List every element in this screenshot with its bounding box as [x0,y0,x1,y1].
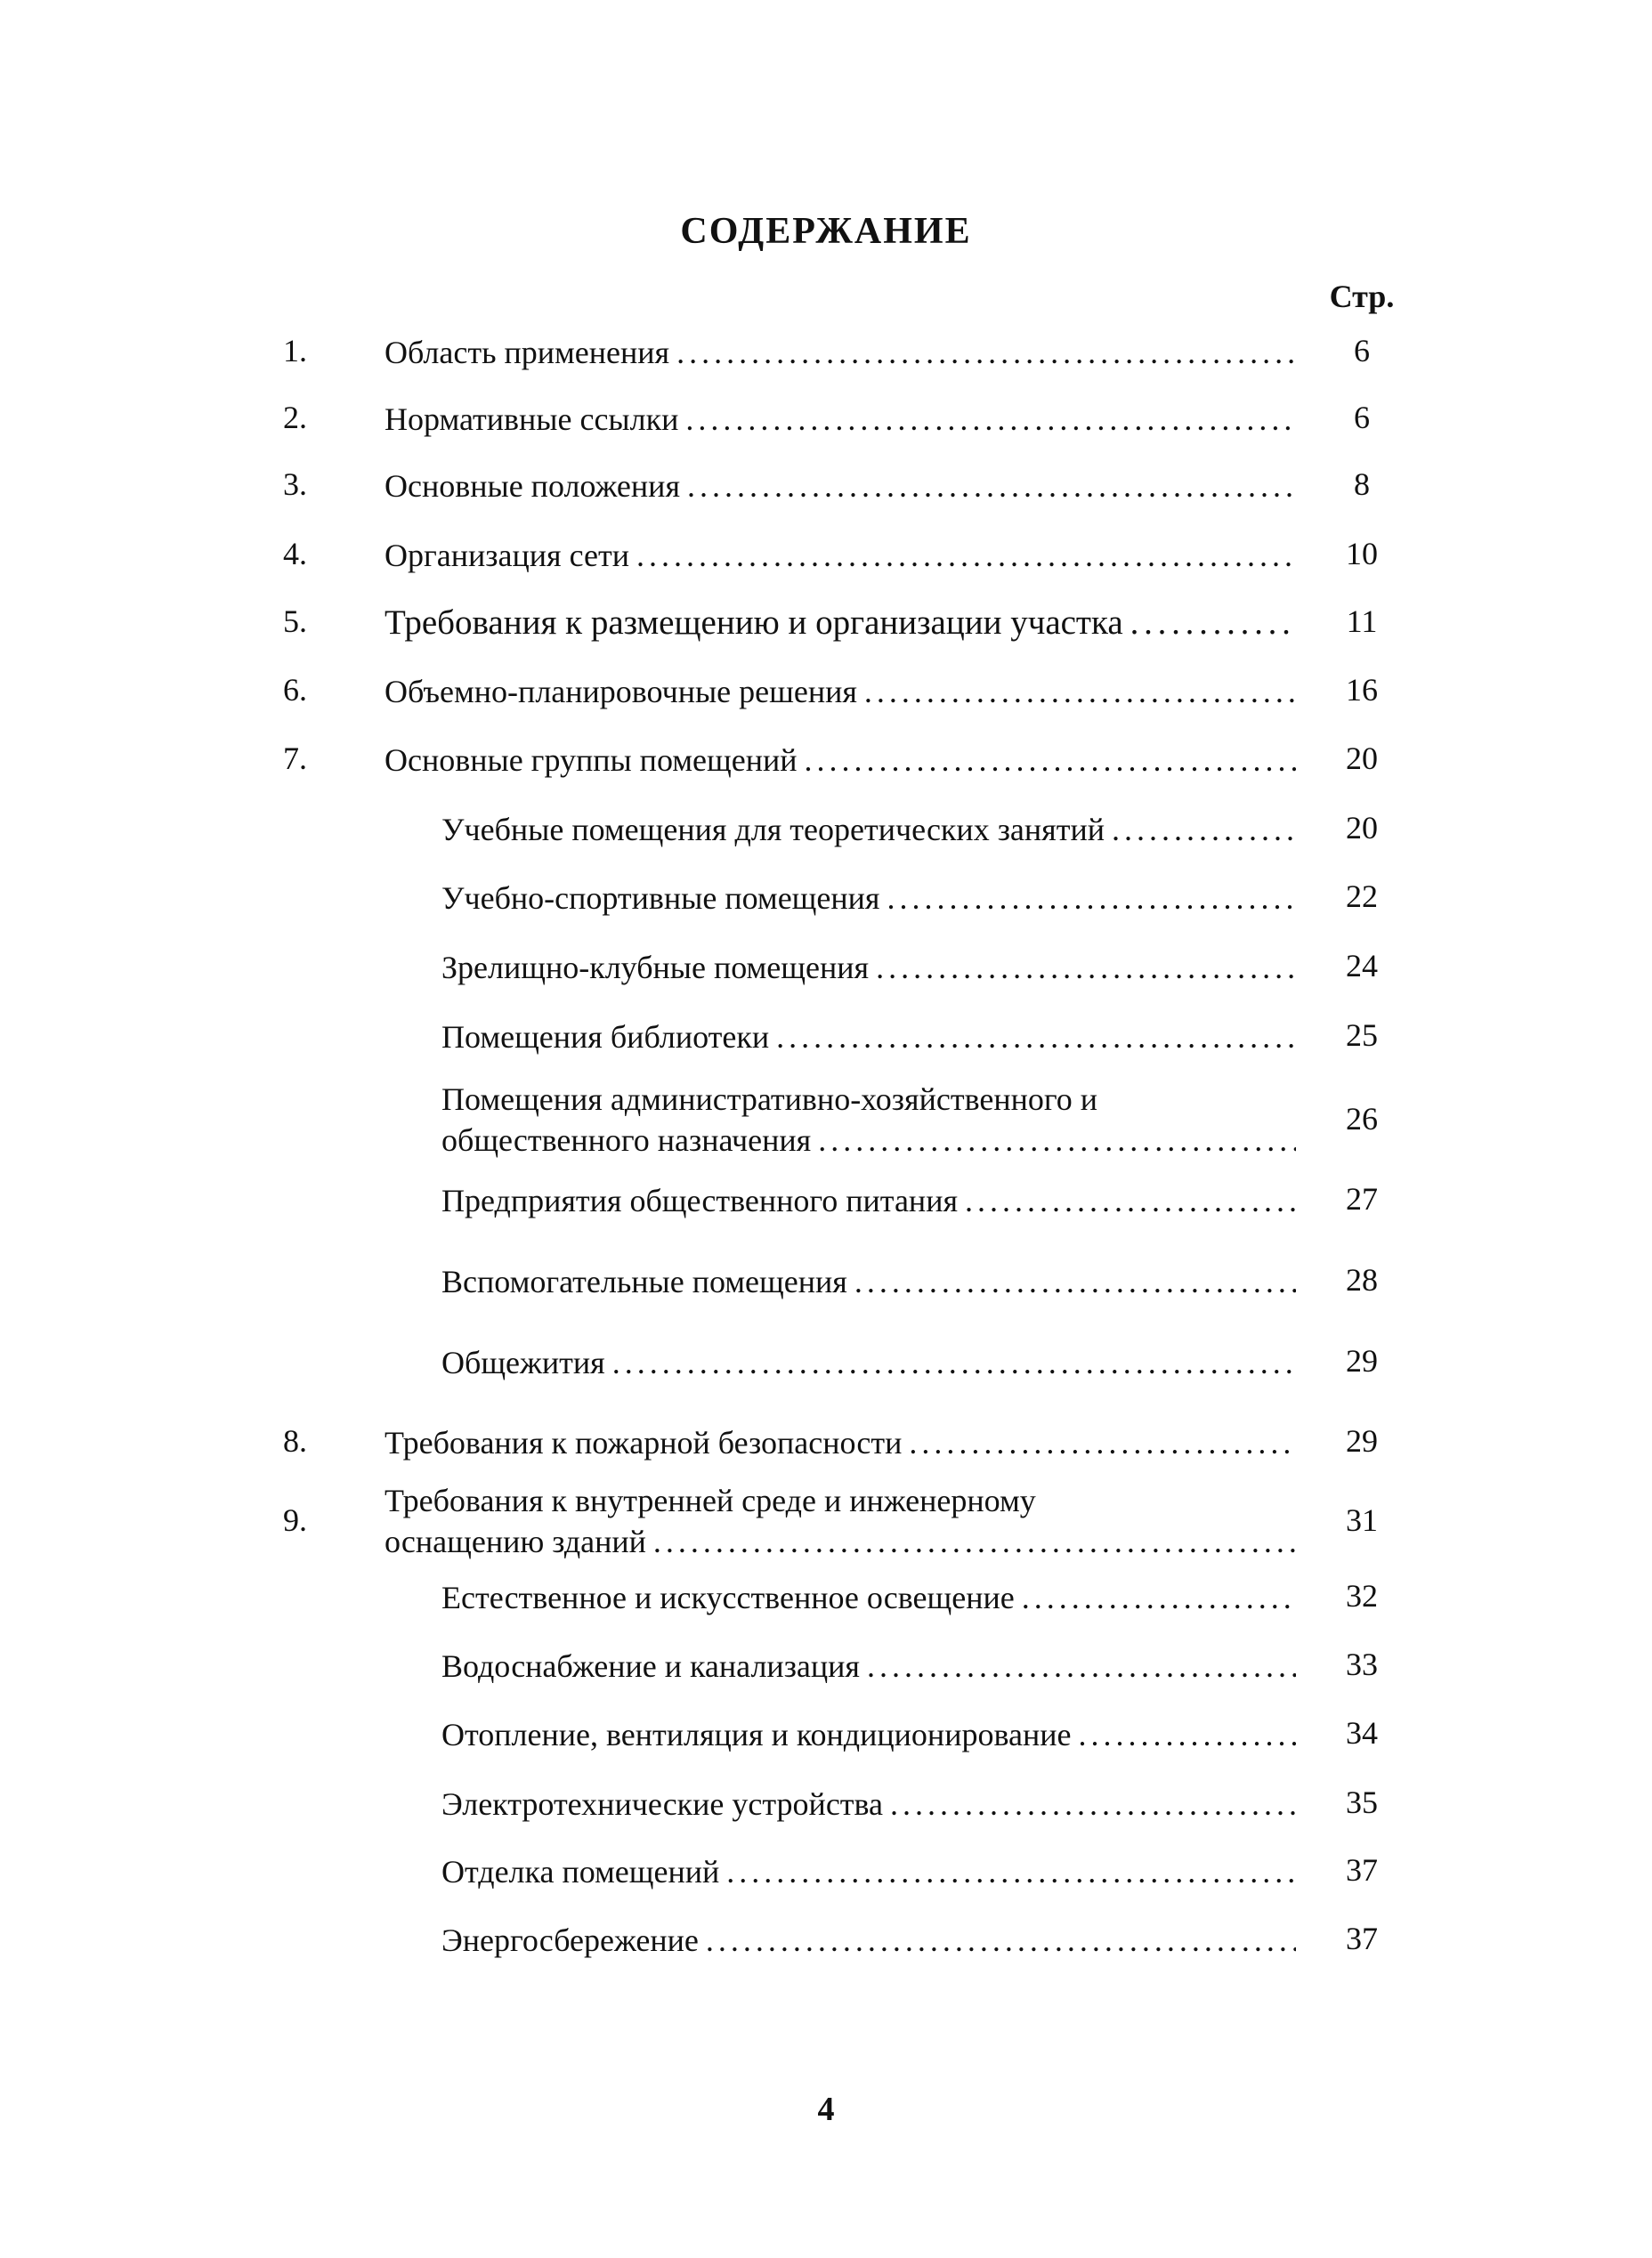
page-column-header: Стр. [1329,279,1395,314]
toc-entry-title: Область применения [385,335,670,370]
entry-page-number: 33 [1346,1647,1378,1682]
toc-entry[interactable] [385,671,1296,712]
entry-page-number: 26 [1346,1101,1378,1137]
toc-entry[interactable] [385,1480,1296,1562]
page-number: 4 [817,2091,835,2128]
dot-leader [612,1342,1296,1383]
toc-entry[interactable] [385,1422,1296,1463]
dot-leader [706,1920,1296,1961]
dot-leader [1078,1714,1296,1755]
toc-entry-title: Требования к пожарной безопасности [385,1425,903,1461]
entry-page-number: 20 [1346,810,1378,846]
toc-entry[interactable] [441,1851,1296,1892]
toc-entry[interactable] [441,1180,1296,1221]
toc-entry-title: Зрелищно-клубные помещения [441,950,870,985]
toc-entry[interactable] [441,1714,1296,1755]
dot-leader [909,1422,1296,1463]
entry-number: 9. [283,1502,307,1538]
dot-leader [864,671,1296,712]
toc-entry-title-line: Помещения административно-хозяйственного и [441,1081,1097,1117]
entry-page-number: 37 [1346,1852,1378,1888]
entry-page-number: 29 [1346,1423,1378,1459]
entry-page-number: 31 [1346,1502,1378,1538]
toc-entry[interactable] [441,1342,1296,1383]
entry-page-number: 22 [1346,878,1378,914]
dot-leader [1130,603,1296,643]
entry-page-number: 11 [1346,603,1378,639]
dot-leader [676,332,1296,373]
toc-entry-title: Энергосбережение [441,1922,699,1958]
page-title: СОДЕРЖАНИЕ [680,211,972,252]
entry-page-number: 35 [1346,1785,1378,1820]
toc-entry-title: Отделка помещений [441,1854,720,1890]
dot-leader [687,465,1296,506]
toc-entry-title: Учебные помещения для теоретических занятий [441,812,1105,847]
toc-entry[interactable] [385,465,1296,506]
toc-entry-title: Вспомогательные помещения [441,1264,847,1299]
entry-number: 3. [283,466,307,502]
entry-number: 2. [283,400,307,435]
entry-page-number: 32 [1346,1578,1378,1614]
toc-entry[interactable] [385,535,1296,576]
toc-entry[interactable] [441,809,1296,850]
entry-page-number: 29 [1346,1343,1378,1379]
toc-entry-title: Водоснабжение и канализация [441,1648,860,1684]
toc-entry-title: Отопление, вентиляция и кондиционирование [441,1717,1072,1752]
toc-entry[interactable] [441,1646,1296,1687]
toc-entry-title: Естественное и искусственное освещение [441,1580,1015,1615]
toc-entry-title-line: Требования к внутренней среде и инженерному [385,1483,1036,1518]
toc-entry[interactable] [385,332,1296,373]
toc-entry[interactable] [441,1079,1296,1161]
toc-entry-title: Требования к размещению и организации участка [385,603,1123,642]
entry-page-number: 20 [1346,741,1378,776]
entry-number: 4. [283,536,307,571]
entry-page-number: 10 [1346,536,1378,571]
toc-entry-title: Объемно-планировочные решения [385,674,857,709]
dot-leader [867,1646,1296,1687]
dot-leader [887,878,1296,919]
toc-entry[interactable] [441,947,1296,988]
entry-page-number: 16 [1346,672,1378,708]
dot-leader [1112,809,1296,850]
toc-entry[interactable] [441,1261,1296,1302]
toc-entry-title: Основные группы помещений [385,742,798,778]
dot-leader [685,399,1296,440]
entry-page-number: 24 [1346,948,1378,983]
entry-page-number: 34 [1346,1715,1378,1751]
dot-leader [965,1180,1296,1221]
entry-number: 8. [283,1423,307,1459]
toc-entry[interactable] [385,399,1296,440]
dot-leader [890,1784,1296,1825]
dot-leader [876,947,1296,988]
entry-number: 5. [283,603,307,639]
entry-page-number: 6 [1354,400,1370,435]
entry-page-number: 37 [1346,1921,1378,1956]
toc-entry[interactable] [441,878,1296,919]
toc-entry-title: Электротехнические устройства [441,1786,884,1822]
dot-leader [854,1261,1296,1302]
entry-page-number: 25 [1346,1017,1378,1053]
toc-entry-title: Общежития [441,1345,605,1380]
dot-leader [726,1851,1296,1892]
toc-entry[interactable] [385,603,1296,643]
toc-entry[interactable] [441,1784,1296,1825]
toc-entry[interactable] [441,1016,1296,1057]
entry-page-number: 27 [1346,1181,1378,1217]
toc-entry-title: Учебно-спортивные помещения [441,880,880,916]
toc-entry-title: Основные положения [385,468,680,504]
entry-page-number: 8 [1354,466,1370,502]
toc-entry-title: Помещения библиотеки [441,1019,770,1055]
toc-entry-title: оснащению зданий [385,1524,646,1559]
toc-entry-title: Организация сети [385,538,629,573]
entry-number: 1. [283,333,307,368]
toc-entry-title: Нормативные ссылки [385,401,679,437]
entry-page-number: 28 [1346,1262,1378,1298]
toc-entry-title: Предприятия общественного питания [441,1183,959,1218]
toc-entry[interactable] [385,740,1296,781]
toc-entry[interactable] [441,1920,1296,1961]
dot-leader [653,1521,1296,1562]
dot-leader [636,535,1296,576]
entry-number: 6. [283,672,307,708]
dot-leader [1022,1577,1296,1618]
entry-number: 7. [283,741,307,776]
dot-leader [818,1120,1296,1161]
entry-page-number: 6 [1354,333,1370,368]
dot-leader [805,740,1296,781]
dot-leader [776,1016,1296,1057]
toc-entry[interactable] [441,1577,1296,1618]
toc-entry-title: общественного назначения [441,1122,812,1158]
